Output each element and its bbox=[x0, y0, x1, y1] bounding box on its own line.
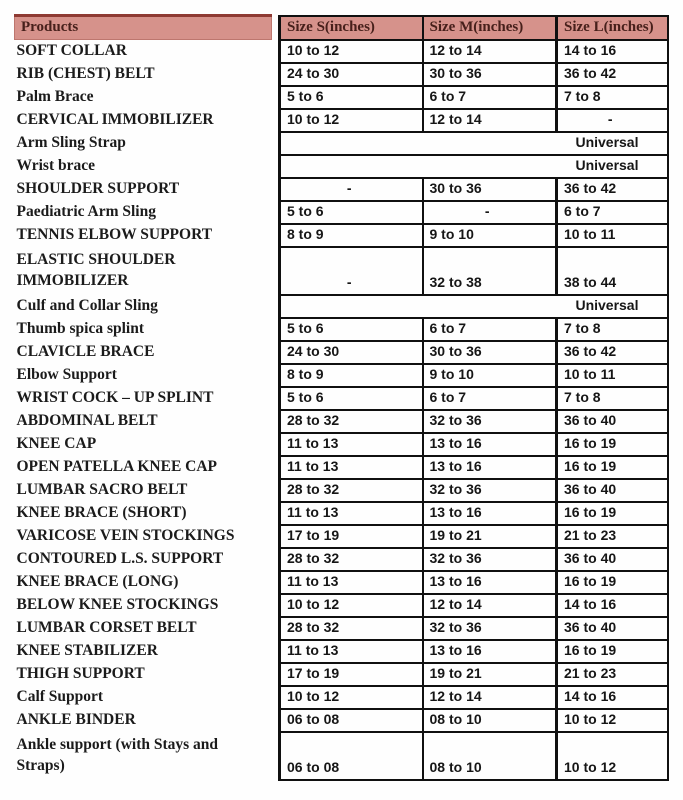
product-name: Thumb spica splint bbox=[16, 319, 144, 337]
table-row bbox=[15, 479, 668, 502]
size-s-cell: 10 to 12 bbox=[280, 594, 423, 617]
size-m-cell: - bbox=[423, 201, 557, 224]
table-row bbox=[15, 709, 668, 732]
size-l-cell: 36 to 40 bbox=[557, 410, 668, 433]
size-l-cell: 10 to 12 bbox=[557, 709, 668, 732]
column-gap bbox=[272, 456, 280, 479]
table-row bbox=[15, 341, 668, 364]
column-gap bbox=[272, 132, 280, 155]
product-name: ABDOMINAL BELT bbox=[16, 411, 158, 429]
size-s-cell: 8 to 9 bbox=[280, 224, 423, 247]
column-gap bbox=[272, 201, 280, 224]
size-s-cell: 06 to 08 bbox=[280, 709, 423, 732]
size-s-cell: 8 to 9 bbox=[280, 364, 423, 387]
size-s-cell: - bbox=[280, 247, 423, 295]
size-s-cell: 11 to 13 bbox=[280, 571, 423, 594]
size-s-cell: - bbox=[280, 178, 423, 201]
size-l-cell: 14 to 16 bbox=[557, 594, 668, 617]
size-l-cell: 16 to 19 bbox=[557, 571, 668, 594]
size-m-cell: 32 to 36 bbox=[423, 410, 557, 433]
size-l-cell: 16 to 19 bbox=[557, 640, 668, 663]
column-gap bbox=[272, 548, 280, 571]
size-m-cell: 30 to 36 bbox=[423, 63, 557, 86]
size-s-cell: 5 to 6 bbox=[280, 318, 423, 341]
column-gap bbox=[272, 295, 280, 318]
product-name: VARICOSE VEIN STOCKINGS bbox=[16, 526, 235, 544]
table-row bbox=[15, 686, 668, 709]
size-s-cell: 11 to 13 bbox=[280, 502, 423, 525]
column-gap bbox=[272, 155, 280, 178]
size-s-cell: 5 to 6 bbox=[280, 201, 423, 224]
product-name: CLAVICLE BRACE bbox=[16, 342, 155, 360]
product-name: LUMBAR SACRO BELT bbox=[16, 480, 188, 498]
size-m-cell: 12 to 14 bbox=[423, 109, 557, 132]
size-m-cell: 19 to 21 bbox=[423, 663, 557, 686]
size-l-cell: 21 to 23 bbox=[557, 663, 668, 686]
table-row bbox=[15, 247, 668, 295]
size-l-cell: 7 to 8 bbox=[557, 86, 668, 109]
product-name: Palm Brace bbox=[16, 87, 94, 105]
size-l-column-header: Size L(inches) bbox=[557, 16, 668, 40]
size-l-cell: 36 to 40 bbox=[557, 548, 668, 571]
table-row bbox=[15, 410, 668, 433]
size-m-cell: 12 to 14 bbox=[423, 686, 557, 709]
column-gap bbox=[272, 594, 280, 617]
product-name: Ankle support (with Stays and Straps) bbox=[16, 735, 219, 774]
product-name: WRIST COCK – UP SPLINT bbox=[16, 388, 214, 406]
product-name: SOFT COLLAR bbox=[16, 41, 127, 59]
size-m-cell: 12 to 14 bbox=[423, 594, 557, 617]
size-l-cell: 10 to 11 bbox=[557, 224, 668, 247]
size-s-cell: 11 to 13 bbox=[280, 456, 423, 479]
column-gap bbox=[272, 502, 280, 525]
table-row bbox=[15, 155, 668, 178]
column-gap bbox=[272, 224, 280, 247]
table-body bbox=[15, 40, 668, 780]
size-s-cell: 11 to 13 bbox=[280, 433, 423, 456]
size-m-cell: 13 to 16 bbox=[423, 502, 557, 525]
product-name: Paediatric Arm Sling bbox=[16, 202, 156, 220]
size-m-cell: 32 to 36 bbox=[423, 548, 557, 571]
size-s-cell: 11 to 13 bbox=[280, 640, 423, 663]
products-column-header: Products bbox=[15, 16, 272, 40]
column-gap bbox=[272, 571, 280, 594]
table-row bbox=[15, 224, 668, 247]
table-row bbox=[15, 387, 668, 410]
size-m-cell: 13 to 16 bbox=[423, 433, 557, 456]
size-l-cell: 36 to 42 bbox=[557, 63, 668, 86]
column-gap bbox=[272, 16, 280, 40]
column-gap bbox=[272, 341, 280, 364]
product-name: Calf Support bbox=[16, 687, 104, 705]
table-row bbox=[15, 40, 668, 63]
size-l-cell: 16 to 19 bbox=[557, 456, 668, 479]
size-l-cell: 21 to 23 bbox=[557, 525, 668, 548]
column-gap bbox=[272, 617, 280, 640]
product-name: OPEN PATELLA KNEE CAP bbox=[16, 457, 218, 475]
column-gap bbox=[272, 364, 280, 387]
product-name: Arm Sling Strap bbox=[16, 133, 126, 151]
table-row bbox=[15, 502, 668, 525]
column-gap bbox=[272, 387, 280, 410]
column-gap bbox=[272, 525, 280, 548]
size-s-cell: 5 to 6 bbox=[280, 387, 423, 410]
size-l-cell: 10 to 12 bbox=[557, 732, 668, 780]
size-m-column-header: Size M(inches) bbox=[423, 16, 557, 40]
column-gap bbox=[272, 410, 280, 433]
size-l-cell: 7 to 8 bbox=[557, 318, 668, 341]
size-m-cell: 6 to 7 bbox=[423, 318, 557, 341]
size-m-cell: 08 to 10 bbox=[423, 709, 557, 732]
size-m-cell: 30 to 36 bbox=[423, 341, 557, 364]
product-name: KNEE STABILIZER bbox=[16, 641, 158, 659]
size-l-cell: 14 to 16 bbox=[557, 40, 668, 63]
size-s-cell: 10 to 12 bbox=[280, 686, 423, 709]
table-row bbox=[15, 548, 668, 571]
table-row bbox=[15, 318, 668, 341]
table-row bbox=[15, 63, 668, 86]
product-name: KNEE CAP bbox=[16, 434, 97, 452]
table-row bbox=[15, 433, 668, 456]
size-s-cell: 28 to 32 bbox=[280, 617, 423, 640]
column-gap bbox=[272, 86, 280, 109]
size-s-cell: 24 to 30 bbox=[280, 341, 423, 364]
column-gap bbox=[272, 40, 280, 63]
column-gap bbox=[272, 247, 280, 295]
size-m-cell: 13 to 16 bbox=[423, 456, 557, 479]
table-row bbox=[15, 525, 668, 548]
size-m-cell: 6 to 7 bbox=[423, 86, 557, 109]
size-s-cell: 10 to 12 bbox=[280, 109, 423, 132]
size-s-cell: 10 to 12 bbox=[280, 40, 423, 63]
size-m-cell: 12 to 14 bbox=[423, 40, 557, 63]
size-s-column-header: Size S(inches) bbox=[280, 16, 423, 40]
product-name: KNEE BRACE (LONG) bbox=[16, 572, 179, 590]
header-row bbox=[15, 16, 668, 40]
column-gap bbox=[272, 640, 280, 663]
product-name: Wrist brace bbox=[16, 156, 95, 174]
table-header bbox=[15, 16, 668, 40]
table-row bbox=[15, 640, 668, 663]
size-s-cell: 24 to 30 bbox=[280, 63, 423, 86]
table-row bbox=[15, 617, 668, 640]
column-gap bbox=[272, 109, 280, 132]
product-name: SHOULDER SUPPORT bbox=[16, 179, 180, 197]
size-l-cell: 10 to 11 bbox=[557, 364, 668, 387]
product-name: KNEE BRACE (SHORT) bbox=[16, 503, 187, 521]
column-gap bbox=[272, 663, 280, 686]
table-row bbox=[15, 132, 668, 155]
table-row bbox=[15, 663, 668, 686]
table-row bbox=[15, 86, 668, 109]
column-gap bbox=[272, 318, 280, 341]
size-l-cell: 36 to 42 bbox=[557, 178, 668, 201]
universal-size-cell: Universal bbox=[280, 295, 668, 318]
product-name: TENNIS ELBOW SUPPORT bbox=[16, 225, 213, 243]
universal-size-cell: Universal bbox=[280, 132, 668, 155]
size-l-cell: 38 to 44 bbox=[557, 247, 668, 295]
product-name: CONTOURED L.S. SUPPORT bbox=[16, 549, 224, 567]
size-l-cell: 16 to 19 bbox=[557, 433, 668, 456]
size-m-cell: 9 to 10 bbox=[423, 224, 557, 247]
product-name: THIGH SUPPORT bbox=[16, 664, 145, 682]
size-l-cell: 7 to 8 bbox=[557, 387, 668, 410]
size-l-cell: - bbox=[557, 109, 668, 132]
product-name: Elbow Support bbox=[16, 365, 117, 383]
size-m-cell: 32 to 36 bbox=[423, 479, 557, 502]
table-row bbox=[15, 178, 668, 201]
universal-size-cell: Universal bbox=[280, 155, 668, 178]
product-name: BELOW KNEE STOCKINGS bbox=[16, 595, 219, 613]
product-name: LUMBAR CORSET BELT bbox=[16, 618, 197, 636]
size-m-cell: 13 to 16 bbox=[423, 571, 557, 594]
product-name: CERVICAL IMMOBILIZER bbox=[16, 110, 214, 128]
table-row bbox=[15, 571, 668, 594]
column-gap bbox=[272, 686, 280, 709]
size-s-cell: 28 to 32 bbox=[280, 548, 423, 571]
table-row bbox=[15, 594, 668, 617]
size-s-cell: 17 to 19 bbox=[280, 663, 423, 686]
size-s-cell: 5 to 6 bbox=[280, 86, 423, 109]
product-name: ELASTIC SHOULDER IMMOBILIZER bbox=[16, 250, 176, 289]
size-l-cell: 36 to 40 bbox=[557, 617, 668, 640]
column-gap bbox=[272, 732, 280, 780]
column-gap bbox=[272, 63, 280, 86]
table-row bbox=[15, 732, 668, 780]
size-chart-table bbox=[14, 14, 669, 781]
table-row bbox=[15, 295, 668, 318]
size-l-cell: 36 to 40 bbox=[557, 479, 668, 502]
table-row bbox=[15, 109, 668, 132]
product-name: RIB (CHEST) BELT bbox=[16, 64, 155, 82]
size-l-cell: 6 to 7 bbox=[557, 201, 668, 224]
size-s-cell: 28 to 32 bbox=[280, 479, 423, 502]
size-s-cell: 06 to 08 bbox=[280, 732, 423, 780]
column-gap bbox=[272, 479, 280, 502]
size-m-cell: 9 to 10 bbox=[423, 364, 557, 387]
table-row bbox=[15, 201, 668, 224]
product-name: Culf and Collar Sling bbox=[16, 296, 158, 314]
column-gap bbox=[272, 433, 280, 456]
size-m-cell: 19 to 21 bbox=[423, 525, 557, 548]
size-l-cell: 36 to 42 bbox=[557, 341, 668, 364]
size-s-cell: 28 to 32 bbox=[280, 410, 423, 433]
table-row bbox=[15, 364, 668, 387]
table-row bbox=[15, 456, 668, 479]
product-name: ANKLE BINDER bbox=[16, 710, 136, 728]
column-gap bbox=[272, 709, 280, 732]
size-s-cell: 17 to 19 bbox=[280, 525, 423, 548]
size-m-cell: 32 to 36 bbox=[423, 617, 557, 640]
size-l-cell: 16 to 19 bbox=[557, 502, 668, 525]
size-m-cell: 13 to 16 bbox=[423, 640, 557, 663]
size-m-cell: 30 to 36 bbox=[423, 178, 557, 201]
size-m-cell: 6 to 7 bbox=[423, 387, 557, 410]
size-m-cell: 08 to 10 bbox=[423, 732, 557, 780]
column-gap bbox=[272, 178, 280, 201]
size-m-cell: 32 to 38 bbox=[423, 247, 557, 295]
size-l-cell: 14 to 16 bbox=[557, 686, 668, 709]
